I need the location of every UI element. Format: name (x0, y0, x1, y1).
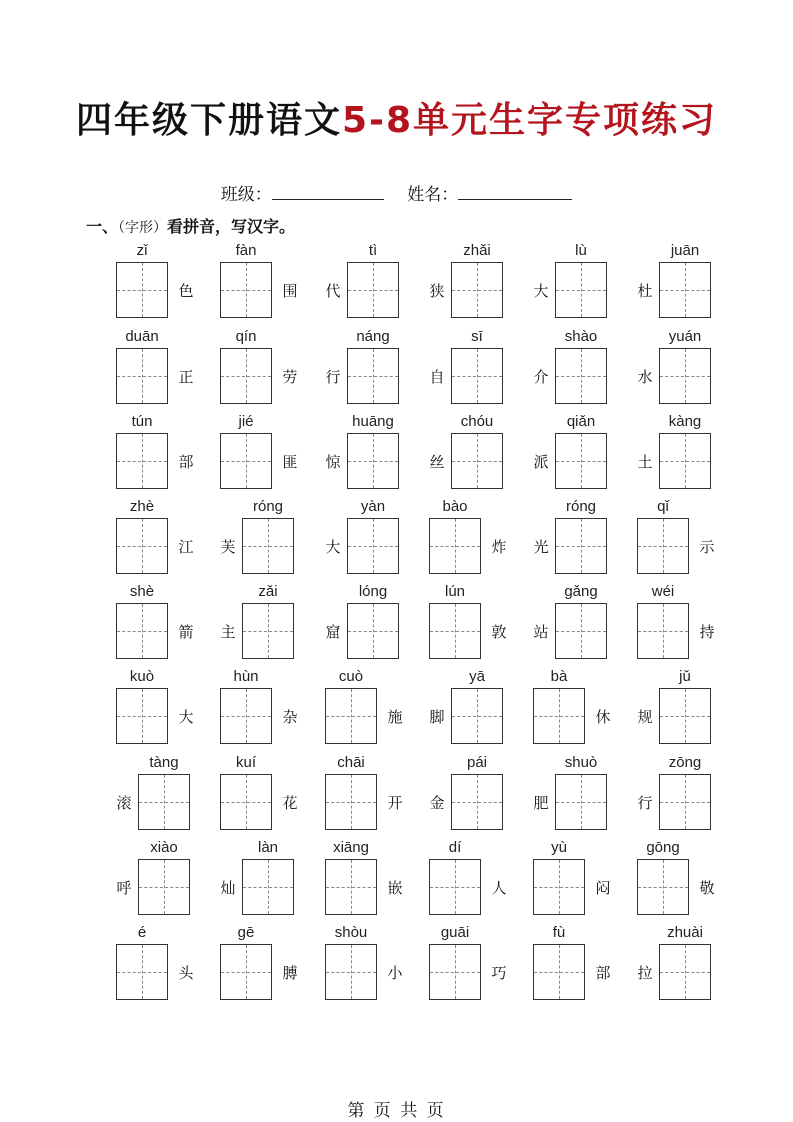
practice-item (633, 839, 743, 921)
practice-item (112, 583, 222, 665)
context-character: 大 (178, 708, 194, 726)
practice-item (633, 924, 743, 1006)
context-character: 嵌 (387, 879, 403, 897)
context-character: 匪 (282, 453, 298, 471)
context-character: 自 (429, 368, 445, 386)
context-character: 规 (637, 708, 653, 726)
guide-line-horizontal (243, 887, 293, 888)
pinyin-label: cuò (338, 668, 364, 685)
context-character: 狭 (429, 282, 445, 300)
writing-box[interactable] (555, 518, 607, 574)
context-character: 行 (637, 794, 653, 812)
pinyin-label: zhuài (667, 924, 703, 941)
context-character: 人 (491, 879, 507, 897)
guide-line-horizontal (117, 376, 167, 377)
guide-line-horizontal (348, 376, 398, 377)
writing-box[interactable] (220, 774, 272, 830)
writing-box[interactable] (347, 603, 399, 659)
context-character: 肥 (533, 794, 549, 812)
pinyin-label: qǐ (657, 498, 669, 515)
writing-box[interactable] (347, 433, 399, 489)
practice-item (529, 413, 639, 495)
pinyin-label: róng (565, 498, 597, 515)
guide-line-horizontal (660, 972, 710, 973)
pinyin-label: guāi (440, 924, 470, 941)
pinyin-label: sī (471, 328, 483, 345)
writing-box[interactable] (347, 262, 399, 318)
practice-item (216, 498, 326, 580)
guide-line-horizontal (452, 461, 502, 462)
pinyin-label: qiǎn (566, 413, 596, 430)
guide-line-horizontal (326, 802, 376, 803)
guide-line-horizontal (556, 290, 606, 291)
writing-box[interactable] (242, 603, 294, 659)
guide-line-horizontal (534, 887, 584, 888)
guide-line-horizontal (221, 290, 271, 291)
guide-line-horizontal (556, 631, 606, 632)
guide-line-horizontal (534, 716, 584, 717)
section-instruction: 看拼音，写汉字。 (167, 217, 296, 236)
guide-line-horizontal (638, 546, 688, 547)
guide-line-horizontal (243, 546, 293, 547)
pinyin-label: hùn (233, 668, 259, 685)
context-character: 示 (699, 538, 715, 556)
guide-line-horizontal (556, 802, 606, 803)
writing-box[interactable] (659, 348, 711, 404)
writing-box[interactable] (555, 774, 607, 830)
context-character: 大 (533, 282, 549, 300)
pinyin-label: tún (131, 413, 153, 430)
guide-line-horizontal (556, 461, 606, 462)
pinyin-label: chóu (460, 413, 494, 430)
writing-box[interactable] (220, 348, 272, 404)
guide-line-horizontal (221, 716, 271, 717)
practice-item (529, 328, 639, 410)
writing-box[interactable] (659, 944, 711, 1000)
practice-item (633, 328, 743, 410)
practice-item (216, 754, 326, 836)
writing-box[interactable] (429, 518, 481, 574)
guide-line-horizontal (117, 972, 167, 973)
practice-item (633, 242, 743, 324)
context-character: 施 (387, 708, 403, 726)
pinyin-label: lóng (358, 583, 388, 600)
pinyin-label: xiāng (333, 839, 369, 856)
writing-box[interactable] (451, 774, 503, 830)
context-character: 江 (178, 538, 194, 556)
guide-line-horizontal (221, 802, 271, 803)
writing-box[interactable] (555, 433, 607, 489)
guide-line-horizontal (430, 887, 480, 888)
context-character: 代 (325, 282, 341, 300)
context-character: 闷 (595, 879, 611, 897)
writing-box[interactable] (220, 433, 272, 489)
context-character: 杂 (282, 708, 298, 726)
pinyin-label: dí (448, 839, 462, 856)
writing-box[interactable] (116, 688, 168, 744)
pinyin-label: làn (257, 839, 279, 856)
pinyin-label: shuò (564, 754, 598, 771)
writing-box[interactable] (555, 348, 607, 404)
context-character: 行 (325, 368, 341, 386)
pinyin-label: shào (564, 328, 598, 345)
practice-item (529, 668, 639, 750)
context-character: 开 (387, 794, 403, 812)
practice-item (529, 242, 639, 324)
writing-box[interactable] (659, 688, 711, 744)
pinyin-label: tàng (149, 754, 179, 771)
pinyin-label: gē (237, 924, 255, 941)
context-character: 介 (533, 368, 549, 386)
writing-box[interactable] (220, 688, 272, 744)
writing-box[interactable] (242, 859, 294, 915)
pinyin-label: juān (670, 242, 700, 259)
practice-item (321, 242, 431, 324)
practice-item (529, 924, 639, 1006)
writing-box[interactable] (637, 518, 689, 574)
practice-item (321, 754, 431, 836)
practice-item (112, 839, 222, 921)
practice-item (112, 498, 222, 580)
pinyin-label: yàn (360, 498, 386, 515)
guide-line-horizontal (221, 461, 271, 462)
guide-line-horizontal (452, 716, 502, 717)
title-black-part: 四年级下册语文 (75, 100, 342, 141)
practice-item (425, 754, 535, 836)
writing-box[interactable] (451, 688, 503, 744)
guide-line-horizontal (326, 972, 376, 973)
pinyin-label: bà (550, 668, 568, 685)
pinyin-label: duān (125, 328, 159, 345)
pinyin-label: zhǎi (463, 242, 491, 259)
pinyin-label: zǎi (258, 583, 278, 600)
pinyin-label: gǎng (564, 583, 598, 600)
guide-line-horizontal (117, 546, 167, 547)
guide-line-horizontal (430, 631, 480, 632)
practice-item (633, 413, 743, 495)
pinyin-label: gōng (646, 839, 680, 856)
practice-item (425, 498, 535, 580)
guide-line-horizontal (348, 461, 398, 462)
context-character: 部 (178, 453, 194, 471)
pinyin-label: jié (238, 413, 254, 430)
writing-box[interactable] (116, 944, 168, 1000)
writing-box[interactable] (451, 262, 503, 318)
guide-line-horizontal (452, 290, 502, 291)
guide-line-horizontal (556, 376, 606, 377)
practice-item (425, 583, 535, 665)
writing-box[interactable] (451, 433, 503, 489)
context-character: 炸 (491, 538, 507, 556)
context-character: 窟 (325, 623, 341, 641)
guide-line-horizontal (326, 716, 376, 717)
pinyin-label: fù (552, 924, 566, 941)
guide-line-horizontal (243, 631, 293, 632)
section-subtitle: （字形） (118, 220, 168, 236)
writing-box[interactable] (325, 688, 377, 744)
guide-line-horizontal (660, 461, 710, 462)
guide-line-horizontal (660, 376, 710, 377)
pinyin-label: fàn (235, 242, 257, 259)
guide-line-horizontal (452, 376, 502, 377)
practice-item (216, 668, 326, 750)
pinyin-label: é (137, 924, 147, 941)
context-character: 正 (178, 368, 194, 386)
name-label: 姓名： (407, 185, 459, 205)
writing-box[interactable] (325, 944, 377, 1000)
context-character: 小 (387, 964, 403, 982)
writing-box[interactable] (116, 348, 168, 404)
guide-line-horizontal (221, 376, 271, 377)
context-character: 光 (533, 538, 549, 556)
writing-box[interactable] (659, 433, 711, 489)
context-character: 芙 (220, 538, 236, 556)
context-character: 巧 (491, 964, 507, 982)
writing-box[interactable] (220, 944, 272, 1000)
guide-line-horizontal (348, 290, 398, 291)
context-character: 呼 (116, 879, 132, 897)
writing-box[interactable] (659, 262, 711, 318)
guide-line-horizontal (348, 546, 398, 547)
practice-item (633, 668, 743, 750)
writing-box[interactable] (533, 944, 585, 1000)
guide-line-horizontal (348, 631, 398, 632)
guide-line-horizontal (117, 631, 167, 632)
context-character: 土 (637, 453, 653, 471)
writing-box[interactable] (659, 774, 711, 830)
practice-item (216, 924, 326, 1006)
context-character: 敦 (491, 623, 507, 641)
page-footer: 第 页 共 页 (347, 1101, 446, 1121)
pinyin-label: wéi (651, 583, 675, 600)
practice-item (529, 754, 639, 836)
guide-line-horizontal (139, 802, 189, 803)
writing-box[interactable] (116, 262, 168, 318)
guide-line-horizontal (638, 631, 688, 632)
pinyin-label: róng (252, 498, 284, 515)
pinyin-label: chāi (337, 754, 365, 771)
context-character: 水 (637, 368, 653, 386)
pinyin-label: lù (575, 242, 587, 259)
context-character: 拉 (637, 964, 653, 982)
writing-box[interactable] (242, 518, 294, 574)
writing-box[interactable] (325, 774, 377, 830)
context-character: 灿 (220, 879, 236, 897)
pinyin-label: kuò (129, 668, 155, 685)
guide-line-horizontal (638, 887, 688, 888)
context-character: 部 (595, 964, 611, 982)
writing-box[interactable] (429, 859, 481, 915)
pinyin-label: huāng (352, 413, 394, 430)
writing-box[interactable] (138, 859, 190, 915)
writing-box[interactable] (451, 348, 503, 404)
practice-item (425, 413, 535, 495)
pinyin-label: jǔ (679, 668, 691, 685)
guide-line-horizontal (452, 802, 502, 803)
writing-box[interactable] (637, 603, 689, 659)
pinyin-label: kuí (235, 754, 256, 771)
guide-line-horizontal (117, 290, 167, 291)
practice-item (216, 583, 326, 665)
guide-line-horizontal (117, 716, 167, 717)
guide-line-horizontal (117, 461, 167, 462)
practice-item (425, 328, 535, 410)
context-character: 滚 (116, 794, 132, 812)
pinyin-label: xiào (150, 839, 178, 856)
practice-item (321, 668, 431, 750)
guide-line-horizontal (660, 290, 710, 291)
guide-line-horizontal (660, 716, 710, 717)
title-red-part: 5-8单元生字专项练习 (341, 100, 718, 141)
pinyin-label: bào (442, 498, 468, 515)
pinyin-label: yuán (668, 328, 702, 345)
context-character: 主 (220, 623, 236, 641)
guide-line-horizontal (556, 546, 606, 547)
writing-box[interactable] (429, 603, 481, 659)
pinyin-label: yā (469, 668, 485, 685)
guide-line-horizontal (534, 972, 584, 973)
writing-box[interactable] (116, 433, 168, 489)
guide-line-horizontal (660, 802, 710, 803)
context-character: 围 (282, 282, 298, 300)
writing-box[interactable] (555, 262, 607, 318)
context-character: 金 (429, 794, 445, 812)
practice-item (216, 242, 326, 324)
practice-item (216, 328, 326, 410)
pinyin-label: kàng (668, 413, 702, 430)
context-character: 敬 (699, 879, 715, 897)
context-character: 脚 (429, 708, 445, 726)
pinyin-label: zǐ (136, 242, 148, 259)
practice-item (633, 583, 743, 665)
context-character: 丝 (429, 453, 445, 471)
writing-box[interactable] (116, 603, 168, 659)
practice-item (633, 498, 743, 580)
pinyin-label: shè (129, 583, 155, 600)
writing-box[interactable] (347, 518, 399, 574)
writing-box[interactable] (116, 518, 168, 574)
writing-box[interactable] (429, 944, 481, 1000)
context-character: 头 (178, 964, 194, 982)
class-label: 班级： (220, 185, 272, 205)
practice-item (321, 328, 431, 410)
writing-box[interactable] (138, 774, 190, 830)
writing-box[interactable] (533, 688, 585, 744)
context-character: 休 (595, 708, 611, 726)
writing-box[interactable] (555, 603, 607, 659)
practice-item (425, 242, 535, 324)
context-character: 大 (325, 538, 341, 556)
pinyin-label: zhè (129, 498, 155, 515)
practice-item (216, 839, 326, 921)
guide-line-horizontal (326, 887, 376, 888)
pinyin-label: shòu (334, 924, 368, 941)
practice-item (633, 754, 743, 836)
context-character: 持 (699, 623, 715, 641)
guide-line-horizontal (430, 972, 480, 973)
pinyin-label: tì (368, 242, 378, 259)
context-character: 杜 (637, 282, 653, 300)
writing-box[interactable] (637, 859, 689, 915)
context-character: 派 (533, 453, 549, 471)
section-number: 一、 (86, 217, 119, 236)
context-character: 站 (533, 623, 549, 641)
context-character: 惊 (325, 453, 341, 471)
writing-box[interactable] (533, 859, 585, 915)
pinyin-label: pái (466, 754, 488, 771)
guide-line-horizontal (139, 887, 189, 888)
pinyin-label: qín (235, 328, 257, 345)
writing-box[interactable] (325, 859, 377, 915)
practice-item (216, 413, 326, 495)
context-character: 劳 (282, 368, 298, 386)
guide-line-horizontal (430, 546, 480, 547)
context-character: 膊 (282, 964, 298, 982)
pinyin-label: lún (444, 583, 466, 600)
pinyin-label: yù (551, 839, 567, 856)
writing-box[interactable] (347, 348, 399, 404)
guide-line-horizontal (221, 972, 271, 973)
context-character: 色 (178, 282, 194, 300)
context-character: 花 (282, 794, 298, 812)
context-character: 箭 (178, 623, 194, 641)
pinyin-label: náng (356, 328, 390, 345)
pinyin-label: zōng (668, 754, 702, 771)
writing-box[interactable] (220, 262, 272, 318)
practice-item (321, 413, 431, 495)
